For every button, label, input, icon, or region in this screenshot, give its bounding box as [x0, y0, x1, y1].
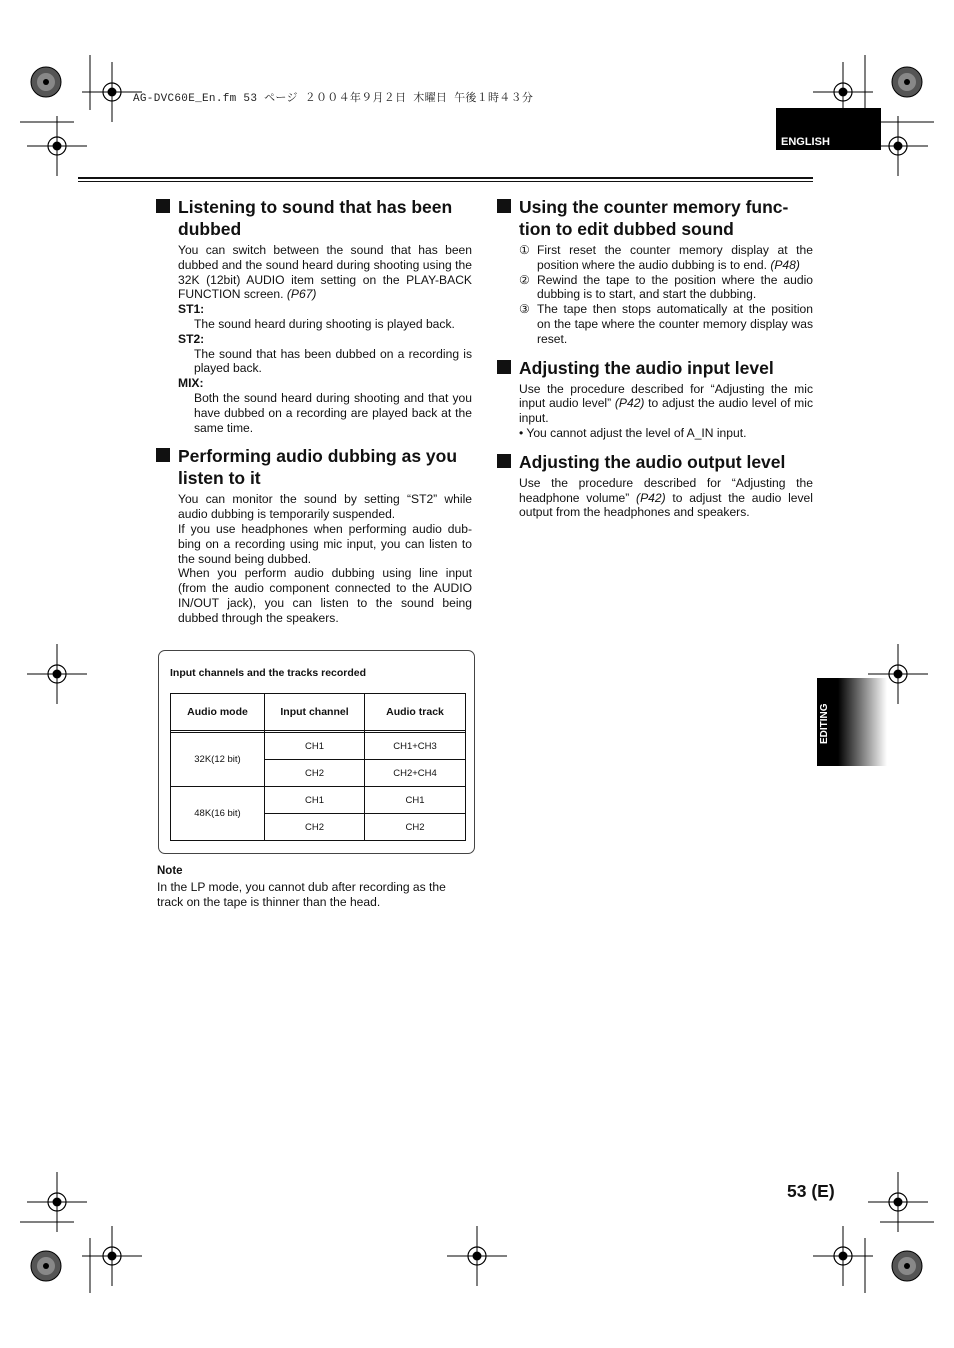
panel-title: Input channels and the tracks recorded: [170, 667, 367, 679]
paragraph: You can switch between the sound that has been dubbed and the sound heard during shooting using the 32K (12bit) AUDIO item setting on the PLAY-BACK FUNCTION screen. (P67): [178, 243, 472, 302]
channels-table: [170, 693, 466, 841]
section-title-input-level: Adjusting the audio input level: [497, 357, 813, 379]
term-label: MIX:: [178, 376, 204, 391]
track-cell: CH2: [365, 814, 466, 841]
step-item: ① First reset the counter memory display at the position where the audio dubbing is to end. (P48): [519, 243, 813, 272]
term-label: ST1:: [178, 302, 205, 317]
paragraph: Use the procedure described for “Adjusting the headphone volume” (P42) to adjust the audio level output from the headphones and speakers.: [519, 475, 813, 520]
section-title-output-level: Adjusting the audio output level: [497, 451, 813, 473]
paragraph: Use the procedure described for “Adjusting the mic input audio level” (P42) to adjust the audio level of mic input.: [519, 381, 813, 426]
term-label: ST2:: [178, 331, 205, 346]
channel-cell: CH2: [265, 760, 365, 787]
note-label: Note: [157, 865, 183, 877]
header-rule-thin: [78, 181, 813, 182]
file-header: AG-DVC60E_En.fm 53 ページ ２００４年９月２日 木曜日 午後１時４３分: [133, 93, 534, 105]
audio-mode-cell: 48K(16 bit): [171, 787, 265, 841]
table-row: [171, 733, 466, 760]
col-header: Input channel: [265, 694, 365, 731]
paragraph: You can monitor the sound by setting “ST2” while audio dubbing is temporarily suspended.: [178, 492, 472, 522]
bullet-item: • You cannot adjust the level of A_IN input.: [519, 425, 747, 440]
section-title-performing: Performing audio dubbing as you listen to it: [156, 445, 472, 489]
note-text: In the LP mode, you cannot dub after recording as the track on the tape is thinner than the head.: [157, 880, 446, 909]
header-rule: [78, 177, 813, 179]
page-reference: (P48): [770, 257, 800, 272]
language-tab: [776, 108, 881, 150]
step-number: ③: [519, 302, 530, 317]
term-text: The sound that has been dubbed on a recording is played back.: [194, 346, 472, 376]
page-reference: (P67): [286, 287, 317, 302]
step-number: ①: [519, 243, 530, 257]
col-header: Audio mode: [171, 694, 265, 731]
editing-side-tab: [817, 678, 887, 766]
channel-cell: CH2: [265, 814, 365, 841]
track-cell: CH1: [365, 787, 466, 814]
table-row: [171, 787, 466, 814]
left-column: [156, 196, 472, 626]
step-item: ② Rewind the tape to the position where the audio dubbing is to start, and start the dubbing.: [519, 272, 813, 302]
step-number: ②: [519, 272, 530, 287]
track-cell: CH1+CH3: [365, 733, 466, 760]
term-text: Both the sound heard during shooting and that you have dubbed on a recording are played back at the same time.: [194, 390, 472, 435]
paragraph: If you use headphones when performing audio dub-bing on a recording using mic input, you can listen to the sound being dubbed.: [178, 521, 472, 566]
section-title-counter-memory: Using the counter memory func-tion to edit dubbed sound: [497, 196, 813, 240]
term-text: The sound heard during shooting is played back.: [194, 316, 455, 331]
step-item: ③ The tape then stops automatically at the position on the tape where the counter memory display was reset.: [519, 302, 813, 346]
language-tab-label: ENGLISH: [781, 136, 830, 148]
page-reference: (P42): [636, 490, 666, 505]
page-reference: (P42): [614, 396, 645, 411]
side-tab-label: EDITING: [819, 703, 830, 744]
page-number: 53 (E): [787, 1181, 835, 1201]
track-cell: CH2+CH4: [365, 760, 466, 787]
section-title-listening: Listening to sound that has been dubbed: [156, 196, 472, 240]
right-column: [497, 196, 813, 520]
col-header: Audio track: [365, 694, 466, 731]
channel-cell: CH1: [265, 787, 365, 814]
audio-mode-cell: 32K(12 bit): [171, 733, 265, 787]
channel-cell: CH1: [265, 733, 365, 760]
paragraph: When you perform audio dubbing using line input (from the audio component connected to the AUDIO IN/OUT jack), you can listen to the sound being dubbed through the speakers.: [178, 566, 472, 625]
